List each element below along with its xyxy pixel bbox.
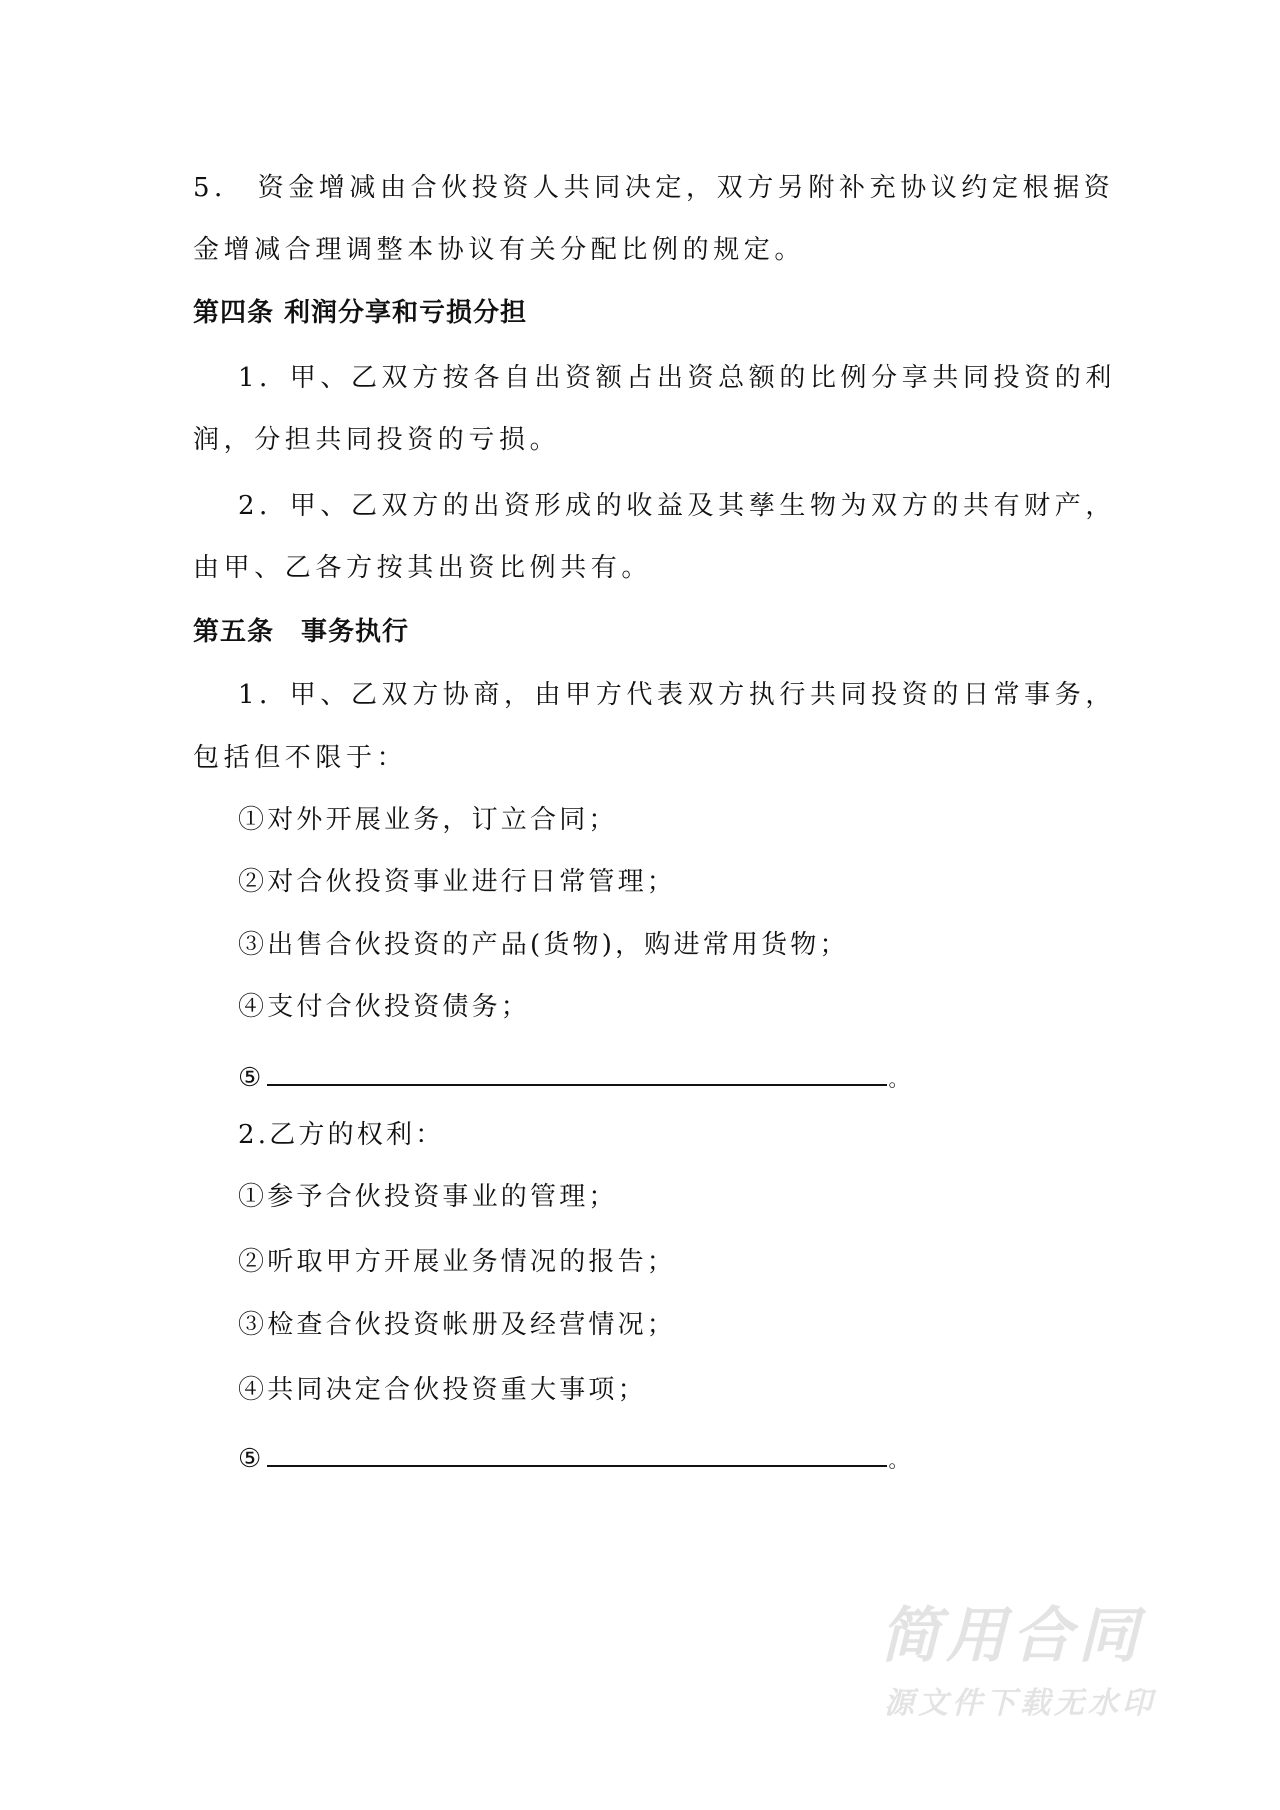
- rights-item-4: ④共同决定合伙投资重大事项；: [238, 1375, 647, 1405]
- article-5-heading: 第五条 事务执行: [193, 617, 410, 647]
- duty-item-5-end: 。: [888, 1067, 912, 1091]
- rights-item-2: ②听取甲方开展业务情况的报告；: [238, 1247, 677, 1277]
- article-4-clause-1-line-2: 润，分担共同投资的亏损。: [193, 425, 561, 455]
- duty-item-5-fill-line[interactable]: [267, 1056, 887, 1086]
- rights-item-5-end: 。: [888, 1448, 912, 1472]
- watermark-title: 简用合同: [880, 1601, 1144, 1671]
- article-5-clause-2-heading: 2.乙方的权利：: [238, 1120, 445, 1150]
- rights-item-5-blank: [238, 1437, 1138, 1476]
- duty-item-4: ④支付合伙投资债务；: [238, 992, 531, 1022]
- rights-item-3: ③检查合伙投资帐册及经营情况；: [238, 1310, 677, 1340]
- watermark-subtitle: 源文件下载无水印: [884, 1686, 1156, 1721]
- duty-item-5-marker: ⑤: [238, 1063, 265, 1093]
- duty-item-3: ③出售合伙投资的产品(货物)，购进常用货物；: [238, 930, 849, 960]
- rights-item-5-fill-line[interactable]: [267, 1437, 887, 1467]
- paragraph-5-line-1: 5． 资金增减由合伙投资人共同决定，双方另附补充协议约定根据资: [193, 173, 1115, 203]
- rights-item-1: ①参予合伙投资事业的管理；: [238, 1182, 618, 1212]
- article-4-clause-2-line-1: 2．甲、乙双方的出资形成的收益及其孳生物为双方的共有财产，: [238, 491, 1116, 521]
- rights-item-5-marker: ⑤: [238, 1444, 265, 1474]
- article-4-heading: 第四条 利润分享和亏损分担: [193, 298, 528, 328]
- article-5-clause-1-line-1: 1．甲、乙双方协商，由甲方代表双方执行共同投资的日常事务，: [238, 680, 1116, 710]
- article-4-clause-1-line-1: 1．甲、乙双方按各自出资额占出资总额的比例分享共同投资的利: [238, 363, 1116, 393]
- article-4-clause-2-line-2: 由甲、乙各方按其出资比例共有。: [193, 553, 653, 583]
- duty-item-5-blank: [238, 1056, 1138, 1095]
- article-5-clause-1-line-2: 包括但不限于：: [193, 743, 408, 773]
- paragraph-5-line-2: 金增减合理调整本协议有关分配比例的规定。: [193, 235, 806, 265]
- duty-item-2: ②对合伙投资事业进行日常管理；: [238, 867, 677, 897]
- duty-item-1: ①对外开展业务，订立合同；: [238, 805, 618, 835]
